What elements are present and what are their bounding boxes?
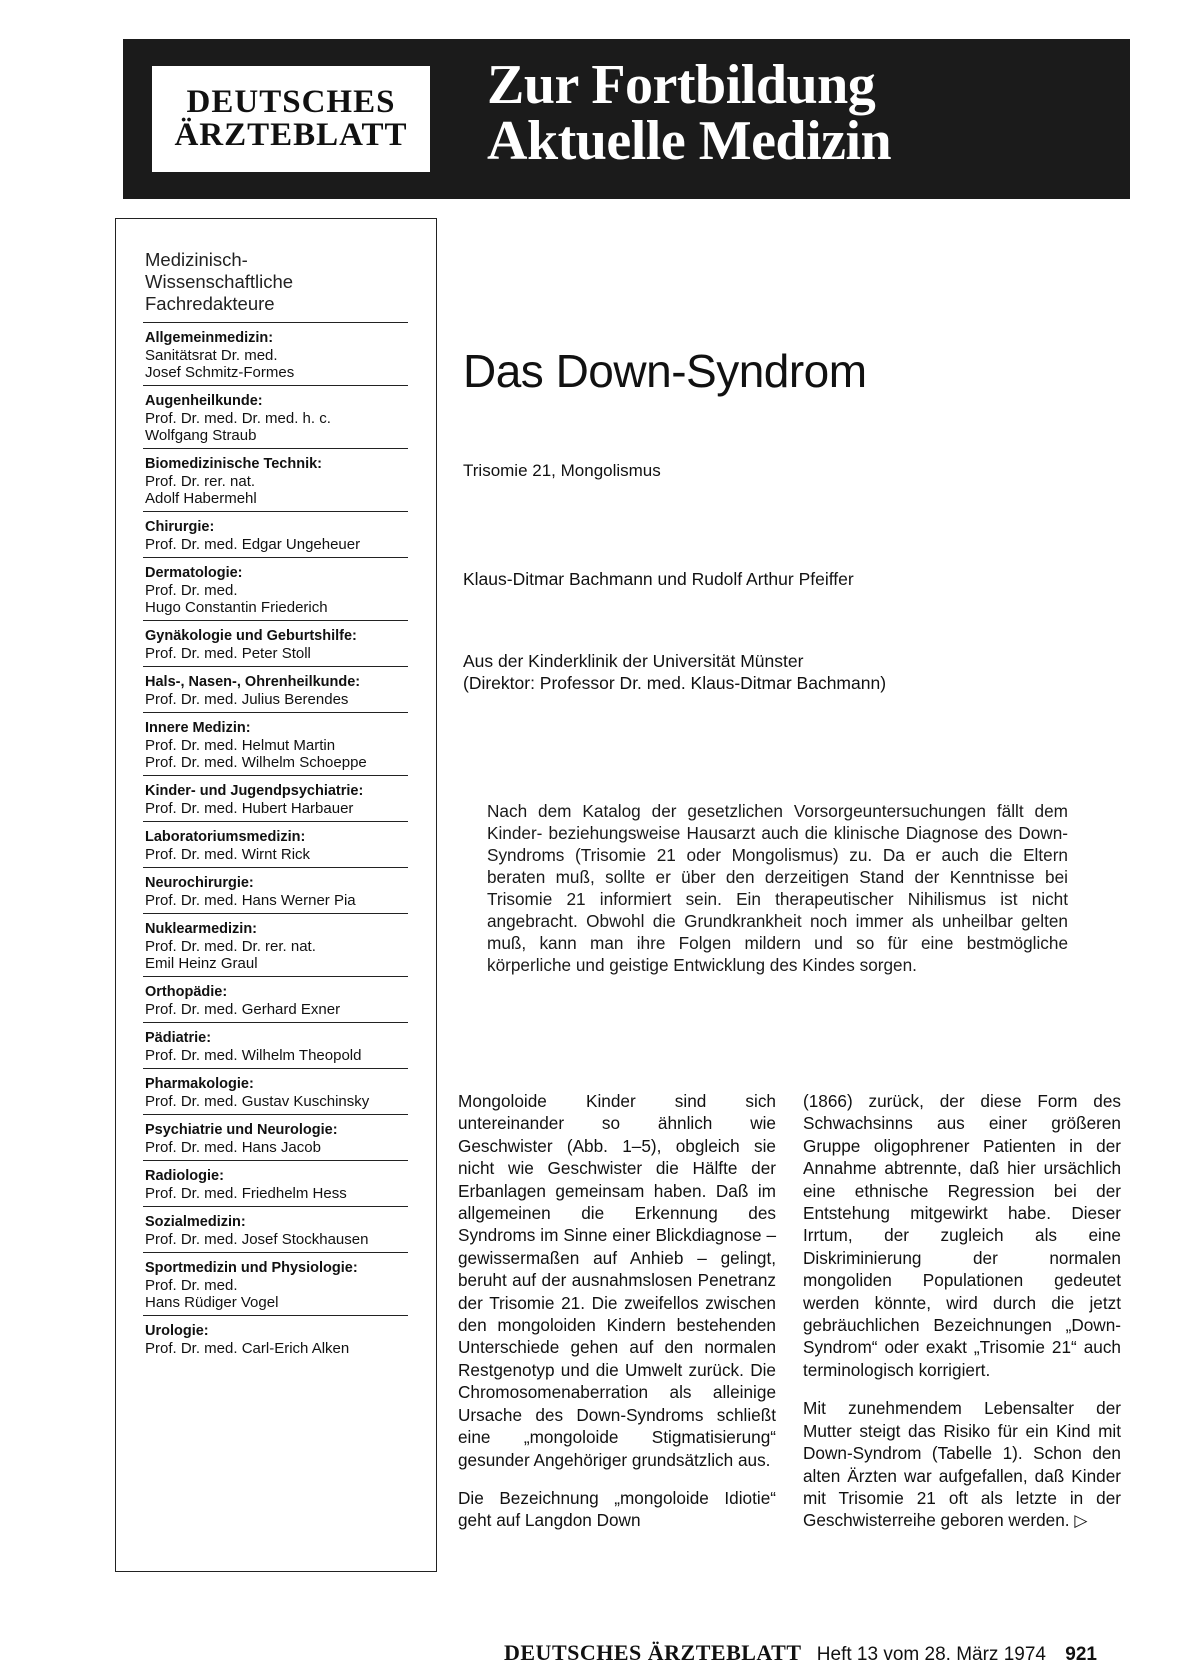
editor-entry [143,775,408,821]
editor-name: Prof. Dr. med. Julius Berendes [145,691,349,708]
footer-issue: Heft 13 vom 28. März 1974 [816,1644,1046,1665]
editor-name: Prof. Dr. med. Helmut Martin [145,737,336,754]
editor-name: Prof. Dr. med. Friedhelm Hess [145,1185,347,1202]
editor-specialty: Pharmakologie: [145,1076,254,1092]
editor-specialty: Laboratoriumsmedizin: [145,829,306,845]
editor-specialty: Pädiatrie: [145,1030,212,1046]
editor-name: Hugo Constantin Friederich [145,599,328,616]
editor-specialty: Hals-, Nasen-, Ohrenheilkunde: [145,674,361,690]
editor-entry [143,1114,408,1160]
editor-entry [143,821,408,867]
editor-specialty: Innere Medizin: [145,720,251,736]
affiliation-line-2: (Direktor: Professor Dr. med. Klaus-Ditmar Bachmann) [463,673,887,693]
editor-specialty: Kinder- und Jugendpsychiatrie: [145,783,364,799]
sidebar-header [145,249,293,315]
editor-name: Prof. Dr. med. Wilhelm Schoeppe [145,754,367,771]
editor-specialty: Chirurgie: [145,519,215,535]
editor-name: Emil Heinz Graul [145,955,258,972]
editor-specialty: Allgemeinmedizin: [145,330,274,346]
editor-specialty: Nuklearmedizin: [145,921,257,937]
editor-name: Prof. Dr. med. Dr. rer. nat. [145,938,316,955]
editor-entry [143,666,408,712]
editor-specialty: Urologie: [145,1323,209,1339]
editor-name: Prof. Dr. med. Edgar Ungeheuer [145,536,361,553]
page-number: 921 [1065,1644,1097,1665]
editor-entry [143,1160,408,1206]
body-paragraph: Die Bezeichnung „mongoloide Idiotie“ geht auf Langdon Down [458,1487,776,1531]
editor-specialty: Sportmedizin und Physiologie: [145,1260,358,1276]
editor-name: Prof. Dr. rer. nat. [145,473,256,490]
footer-publication: DEUTSCHES ÄRZTEBLATT [504,1640,802,1665]
editor-entry [143,1206,408,1252]
editor-specialty: Psychiatrie und Neurologie: [145,1122,338,1138]
editor-name: Adolf Habermehl [145,490,257,507]
editor-specialty: Gynäkologie und Geburtshilfe: [145,628,357,644]
editor-specialty: Augenheilkunde: [145,393,263,409]
affiliation-line-1: Aus der Kinderklinik der Universität Münster [463,651,804,671]
editor-entry [143,712,408,775]
editor-name: Prof. Dr. med. [145,582,238,599]
editor-name: Prof. Dr. med. Gustav Kuschinsky [145,1093,370,1110]
editor-entry [143,1068,408,1114]
section-title [487,54,892,172]
body-column-left [458,1090,776,1548]
article-subtitle: Trisomie 21, Mongolismus [463,461,661,480]
masthead [123,39,1130,199]
editor-specialty: Dermatologie: [145,565,243,581]
editor-entry [143,976,408,1022]
logo-line-2: ÄRZTEBLATT [174,117,408,153]
editor-entry [143,511,408,557]
editor-specialty: Sozialmedizin: [145,1214,246,1230]
article-abstract: Nach dem Katalog der gesetzlichen Vorsorgeuntersuchungen fällt dem Kinder- beziehungsweise Hausarzt auch die klinische Diagnose des Down-Syndroms (Trisomie 21 oder Mongolismus) zu. Da er auch die Eltern beraten muß, sollte er über den derzeitigen Stand der Kenntnisse bei Trisomie 21 informiert sein. Ein therapeutischer Nihilismus ist nicht angebracht. Obwohl die Grundkrankheit noch immer als unheilbar gelten muß, kann man ihre Folgen mildern und so für eine bestmögliche körperliche und geistige Entwicklung des Kindes sorgen. [487,801,1068,975]
editor-specialty: Radiologie: [145,1168,224,1184]
editor-name: Prof. Dr. med. Wirnt Rick [145,846,311,863]
section-title-line-1: Zur Fortbildung [487,54,876,116]
body-paragraph: Mit zunehmendem Lebensalter der Mutter steigt das Risiko für ein Kind mit Down-Syndrom (Tabelle 1). Schon den alten Ärzten war aufgefallen, daß Kinder mit Trisomie 21 oft als letzte in der Geschwisterreihe geboren werden. ▷ [803,1398,1121,1531]
editor-name: Hans Rüdiger Vogel [145,1294,279,1311]
editor-name: Prof. Dr. med. Hans Werner Pia [145,892,356,909]
logo-line-1: DEUTSCHES [186,84,396,120]
editor-specialty: Orthopädie: [145,984,228,1000]
editor-name: Prof. Dr. med. Josef Stockhausen [145,1231,369,1248]
body-paragraph: (1866) zurück, der diese Form des Schwachsinns aus einer größeren Gruppe oligophrener Patienten in der Annahme abtrennte, daß hier ursächlich eine ethnische Regression bei der Entstehung mitgewirkt habe. Dieser Irrtum, der zugleich als eine Diskriminierung der normalen mongoliden Populationen gedeutet werden könnte, wird durch die jetzt gebräuchlichen Bezeichnungen „Down-Syndrom“ oder exakt „Trisomie 21“ auch terminologisch korrigiert. [803,1091,1121,1380]
editor-name: Sanitätsrat Dr. med. [145,347,278,364]
journal-logo [152,66,430,172]
editor-entry [143,1315,408,1361]
page-footer [504,1641,1097,1667]
article-title: Das Down-Syndrom [463,345,867,397]
editor-name: Prof. Dr. med. Carl-Erich Alken [145,1340,350,1357]
sidebar-header-line: Fachredakteure [145,293,275,314]
editor-name: Prof. Dr. med. [145,1277,238,1294]
editor-name: Prof. Dr. med. Hubert Harbauer [145,800,354,817]
editor-name: Prof. Dr. med. Peter Stoll [145,645,311,662]
article-authors: Klaus-Ditmar Bachmann und Rudolf Arthur Pfeiffer [463,569,854,589]
editors-sidebar [115,218,437,1572]
editor-entry [143,1022,408,1068]
editor-name: Prof. Dr. med. Gerhard Exner [145,1001,341,1018]
editor-entry [143,322,408,385]
article-affiliation [463,650,886,694]
body-column-right [803,1090,1121,1548]
editor-specialty: Neurochirurgie: [145,875,254,891]
editor-name: Prof. Dr. med. Hans Jacob [145,1139,321,1156]
editor-name: Wolfgang Straub [145,427,257,444]
editor-entry [143,385,408,448]
sidebar-header-line: Medizinisch- [145,249,248,270]
editor-entry [143,448,408,511]
editor-name: Josef Schmitz-Formes [145,364,295,381]
body-paragraph: Mongoloide Kinder sind sich untereinander so ähnlich wie Geschwister (Abb. 1–5), obgleich sie nicht wie Geschwister die Hälfte der Erbanlagen gemeinsam haben. Daß im allgemeinen die Erkennung des Syndroms im Sinne einer Blickdiagnose – gewissermaßen auf Anhieb – gelingt, beruht auf der ausnahmslosen Penetranz der Trisomie 21. Die zweifellos zwischen den mongoloiden Kindern bestehenden Unterschiede gehen auf den normalen Restgenotyp und die Umwelt zurück. Die Chromosomenaberration als alleinige Ursache des Down-Syndroms schließt eine „mongoloide Stigmatisierung“ gesunder Angehöriger grundsätzlich aus. [458,1091,776,1470]
editor-entry [143,867,408,913]
editor-specialty: Biomedizinische Technik: [145,456,322,472]
editor-entry [143,557,408,620]
sidebar-header-line: Wissenschaftliche [145,271,294,292]
editor-entry [143,1252,408,1315]
section-title-line-2: Aktuelle Medizin [487,110,892,172]
editor-name: Prof. Dr. med. Wilhelm Theopold [145,1047,362,1064]
editors-list [143,322,408,1361]
editor-name: Prof. Dr. med. Dr. med. h. c. [145,410,331,427]
editor-entry [143,620,408,666]
editor-entry [143,913,408,976]
